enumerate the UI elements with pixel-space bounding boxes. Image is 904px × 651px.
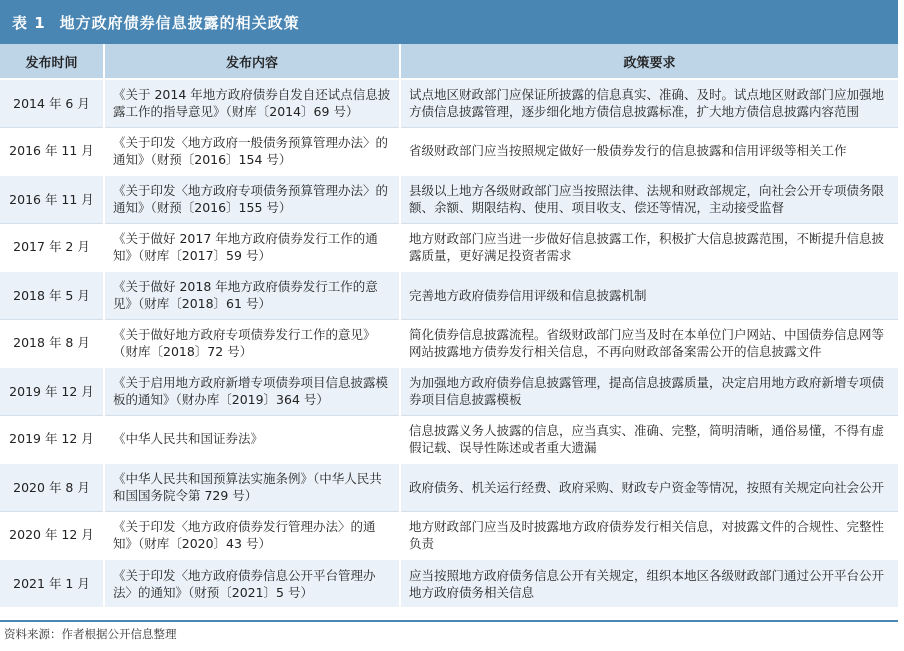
table-title: 地方政府债券信息披露的相关政策 bbox=[59, 13, 300, 32]
table-row bbox=[0, 79, 898, 127]
row-date: 2019 年 12 月 bbox=[0, 415, 104, 463]
row-date: 2020 年 12 月 bbox=[0, 511, 104, 559]
row-content: 《关于启用地方政府新增专项债券项目信息披露模板的通知》（财办库〔2019〕364 号） bbox=[104, 367, 400, 415]
row-date: 2016 年 11 月 bbox=[0, 127, 104, 175]
row-requirement: 政府债务、机关运行经费、政府采购、财政专户资金等情况，按照有关规定向社会公开 bbox=[400, 463, 898, 511]
table-title-bar bbox=[0, 0, 898, 44]
header-requirement: 政策要求 bbox=[400, 44, 898, 79]
row-requirement: 为加强地方政府债券信息披露管理，提高信息披露质量，决定启用地方政府新增专项债券项目信息披露模板 bbox=[400, 367, 898, 415]
table-row bbox=[0, 559, 898, 607]
table-row bbox=[0, 223, 898, 271]
table-row bbox=[0, 271, 898, 319]
source-note: 资料来源：作者根据公开信息整理 bbox=[4, 627, 177, 641]
row-requirement: 地方财政部门应当及时披露地方政府债券发行相关信息，对披露文件的合规性、完整性负责 bbox=[400, 511, 898, 559]
row-requirement: 简化债券信息披露流程。省级财政部门应当及时在本单位门户网站、中国债券信息网等网站披露地方债券发行相关信息，不再向财政部备案需公开的信息披露文件 bbox=[400, 319, 898, 367]
table-header-row bbox=[0, 44, 898, 79]
row-requirement: 试点地区财政部门应保证所披露的信息真实、准确、及时。试点地区财政部门应加强地方债信息披露管理，逐步细化地方债信息披露标准，扩大地方债信息披露内容范围 bbox=[400, 79, 898, 127]
table-row bbox=[0, 415, 898, 463]
header-content: 发布内容 bbox=[104, 44, 400, 79]
row-date: 2014 年 6 月 bbox=[0, 79, 104, 127]
table-row bbox=[0, 127, 898, 175]
row-date: 2017 年 2 月 bbox=[0, 223, 104, 271]
table-bottom-rule bbox=[0, 620, 898, 622]
row-content: 《关于做好 2017 年地方政府债券发行工作的通知》（财库〔2017〕59 号） bbox=[104, 223, 400, 271]
table-row bbox=[0, 511, 898, 559]
row-requirement: 县级以上地方各级财政部门应当按照法律、法规和财政部规定，向社会公开专项债务限额、余额、期限结构、使用、项目收支、偿还等情况，主动接受监督 bbox=[400, 175, 898, 223]
row-date: 2018 年 8 月 bbox=[0, 319, 104, 367]
row-requirement: 应当按照地方政府债务信息公开有关规定，组织本地区各级财政部门通过公开平台公开地方政府债务相关信息 bbox=[400, 559, 898, 607]
row-content: 《中华人民共和国预算法实施条例》（中华人民共和国国务院令第 729 号） bbox=[104, 463, 400, 511]
row-content: 《关于做好 2018 年地方政府债券发行工作的意见》（财库〔2018〕61 号） bbox=[104, 271, 400, 319]
row-content: 《关于 2014 年地方政府债券自发自还试点信息披露工作的指导意见》（财库〔2014〕69 号） bbox=[104, 79, 400, 127]
row-date: 2019 年 12 月 bbox=[0, 367, 104, 415]
policy-table bbox=[0, 44, 898, 607]
row-date: 2020 年 8 月 bbox=[0, 463, 104, 511]
table-row bbox=[0, 319, 898, 367]
table-number: 表 1 bbox=[12, 13, 46, 32]
header-date: 发布时间 bbox=[0, 44, 104, 79]
row-requirement: 省级财政部门应当按照规定做好一般债券发行的信息披露和信用评级等相关工作 bbox=[400, 127, 898, 175]
row-content: 《关于印发〈地方政府债券信息公开平台管理办法〉的通知》（财预〔2021〕5 号） bbox=[104, 559, 400, 607]
table-row bbox=[0, 463, 898, 511]
row-content: 《关于印发〈地方政府专项债务预算管理办法〉的通知》（财预〔2016〕155 号） bbox=[104, 175, 400, 223]
row-date: 2018 年 5 月 bbox=[0, 271, 104, 319]
row-content: 《关于印发〈地方政府一般债务预算管理办法〉的通知》（财预〔2016〕154 号） bbox=[104, 127, 400, 175]
row-requirement: 地方财政部门应当进一步做好信息披露工作，积极扩大信息披露范围，不断提升信息披露质量，更好满足投资者需求 bbox=[400, 223, 898, 271]
row-date: 2016 年 11 月 bbox=[0, 175, 104, 223]
row-content: 《关于印发〈地方政府债券发行管理办法〉的通知》（财库〔2020〕43 号） bbox=[104, 511, 400, 559]
row-content: 《中华人民共和国证券法》 bbox=[104, 415, 400, 463]
row-date: 2021 年 1 月 bbox=[0, 559, 104, 607]
row-requirement: 完善地方政府债券信用评级和信息披露机制 bbox=[400, 271, 898, 319]
row-requirement: 信息披露义务人披露的信息，应当真实、准确、完整，简明清晰，通俗易懂，不得有虚假记载、误导性陈述或者重大遗漏 bbox=[400, 415, 898, 463]
table-row bbox=[0, 175, 898, 223]
row-content: 《关于做好地方政府专项债券发行工作的意见》（财库〔2018〕72 号） bbox=[104, 319, 400, 367]
table-row bbox=[0, 367, 898, 415]
